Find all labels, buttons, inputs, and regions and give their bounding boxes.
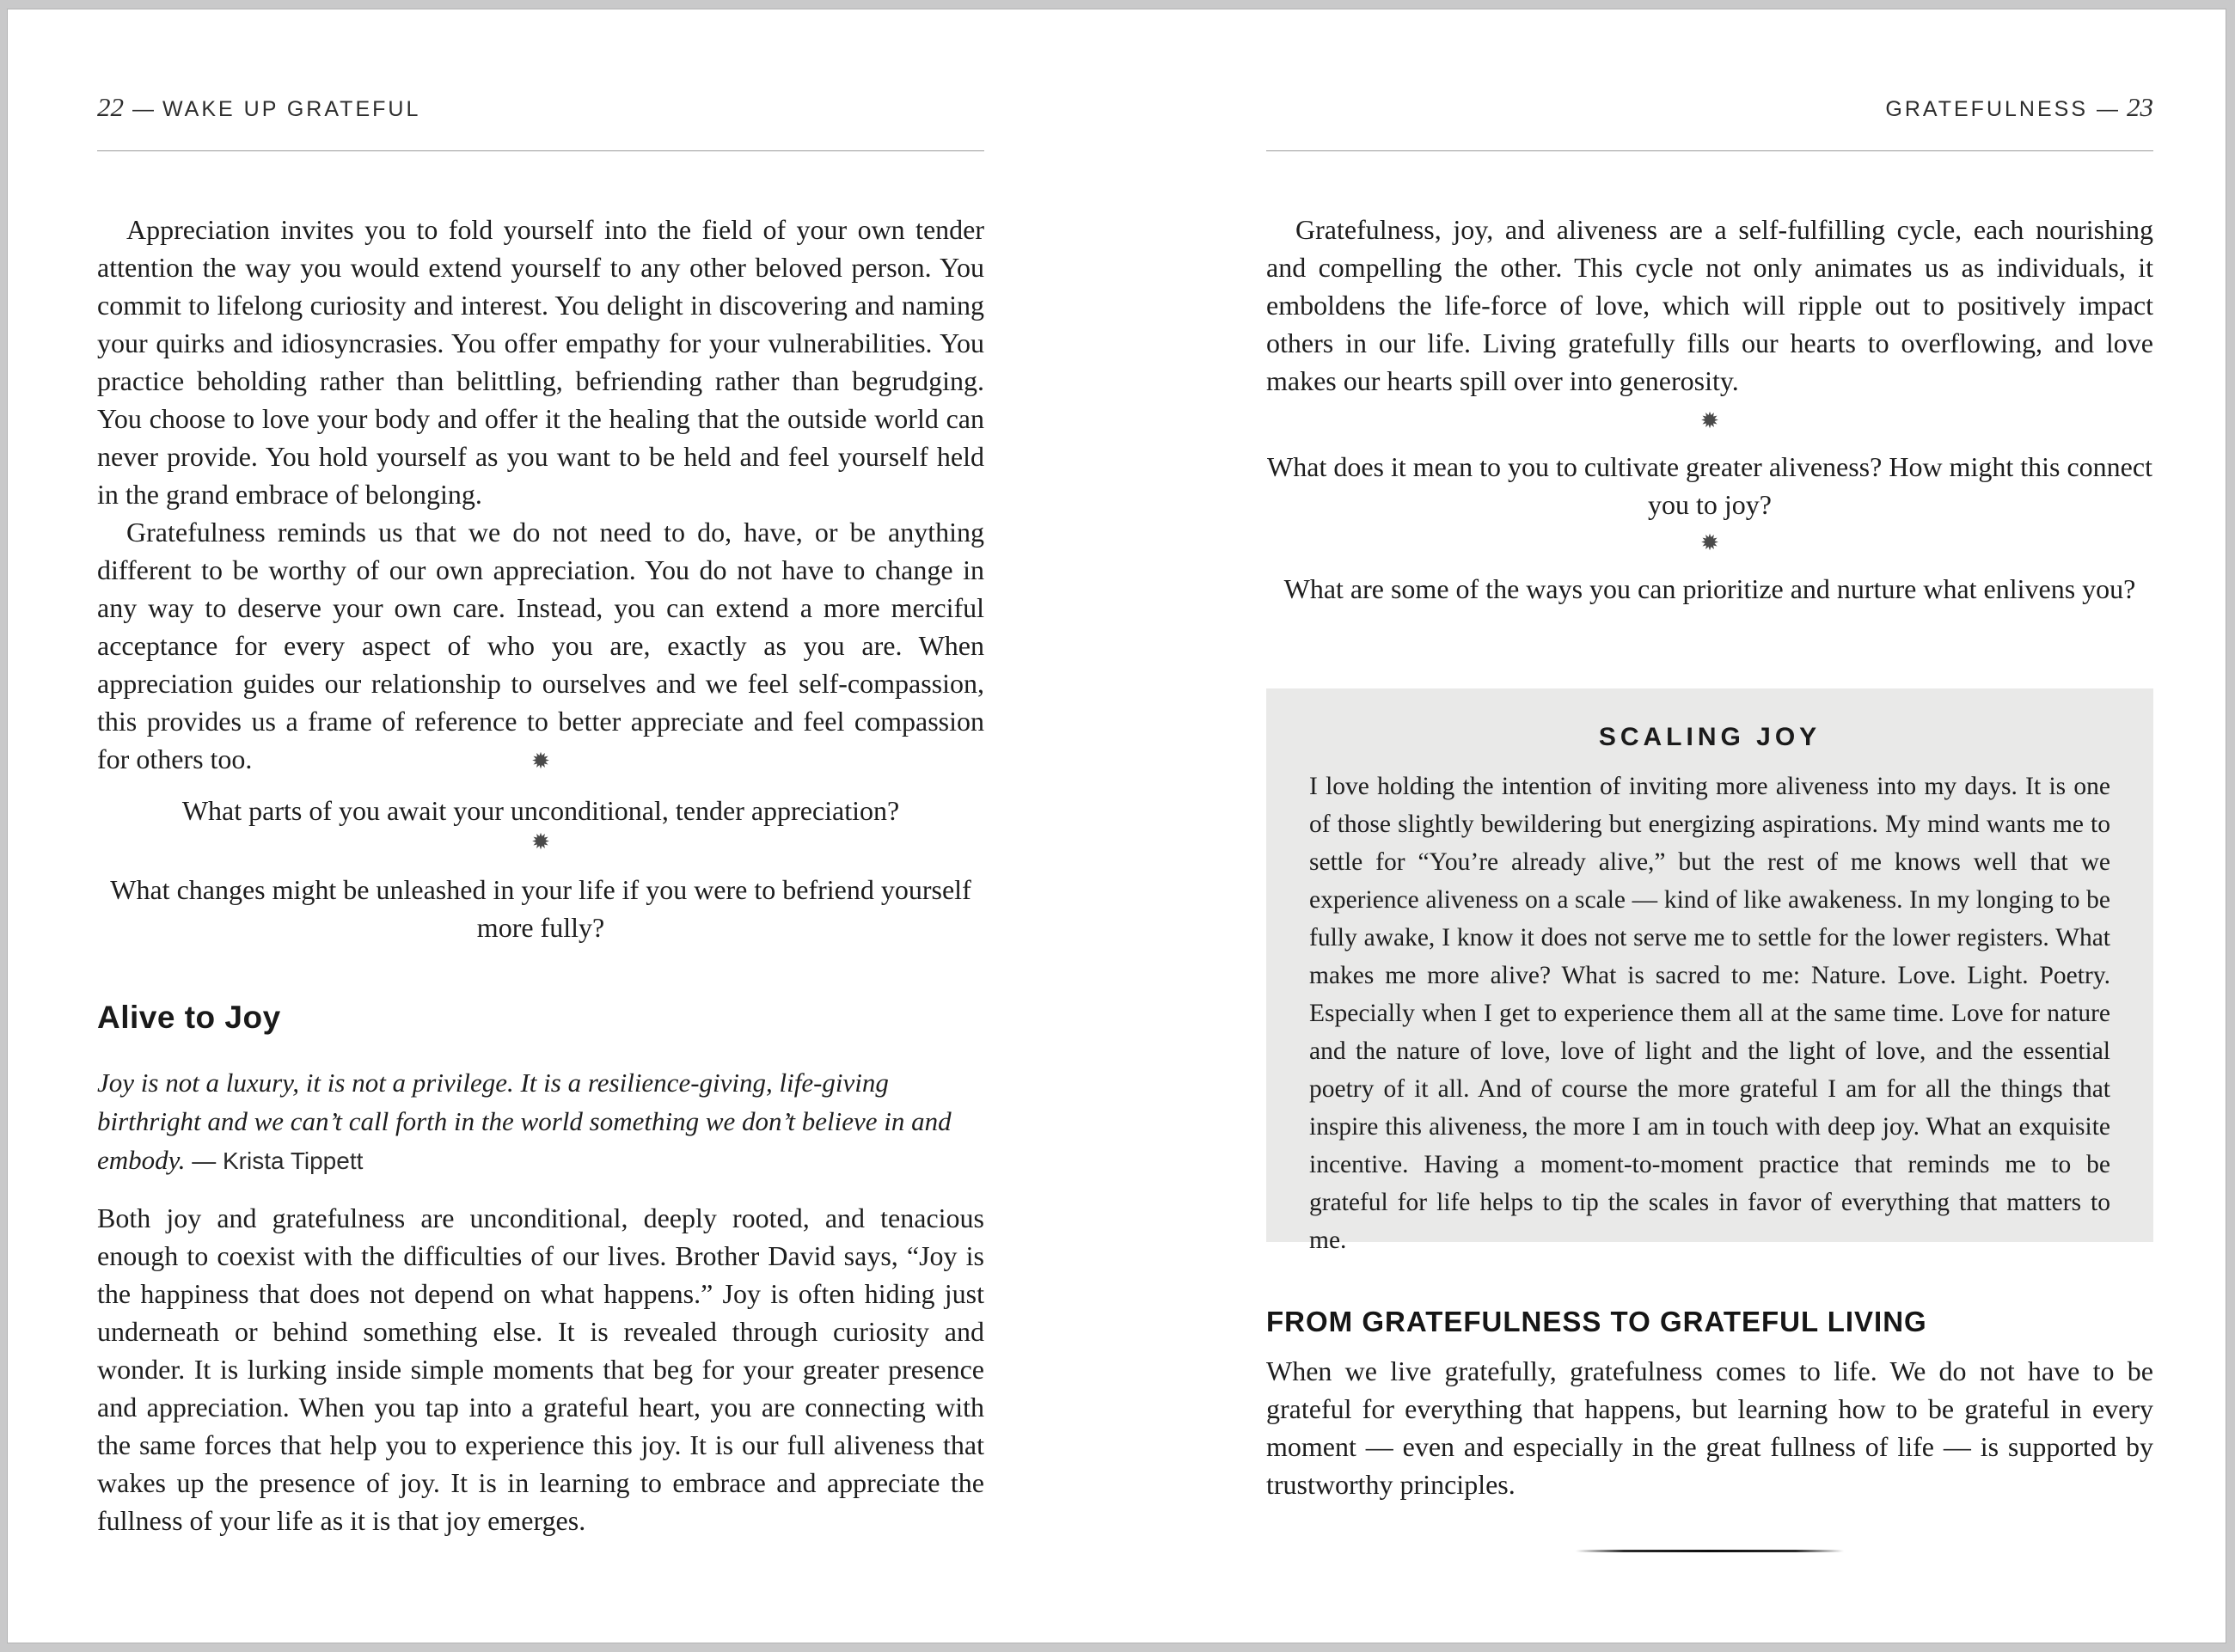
section-divider-line	[1576, 1550, 1844, 1552]
pull-quote	[97, 1063, 984, 1180]
right-reflection-question-1: What does it mean to you to cultivate greater aliveness? How might this connect you to joy?	[1267, 451, 2152, 520]
right-running-head	[1266, 92, 2153, 123]
right-page	[1266, 9, 2153, 1643]
right-head-dash: —	[2097, 97, 2118, 121]
left-reflection-question-1: What parts of you await your unconditional, tender appreciation?	[181, 795, 900, 826]
left-head-dash: —	[132, 97, 154, 121]
right-page-number: 23	[2127, 92, 2153, 122]
right-reflection-question-2: What are some of the ways you can prioritize and nurture what enlivens you?	[1283, 573, 2136, 604]
section-heading-alive-to-joy: Alive to Joy	[97, 1000, 281, 1035]
starburst-ornament-icon: ✹	[531, 749, 550, 774]
left-header-rule	[97, 150, 984, 151]
right-paragraph-2: When we live gratefully, gratefulness comes to life. We do not have to be grateful for everything that happens, but learning how to be grateful in every moment — even and especially in the great fullness of life — is supported by trustworthy principles.	[1266, 1355, 2153, 1500]
quote-text: Joy is not a luxury, it is not a privilege. It is a resilience-giving, life-giving birthright and we can’t call forth in the world something we don’t believe in and embody.	[97, 1068, 952, 1175]
right-header-rule	[1266, 150, 2153, 151]
right-head-title: GRATEFULNESS	[1885, 97, 2088, 121]
left-page-number: 22	[97, 92, 124, 122]
starburst-ornament-icon: ✹	[1700, 408, 1719, 434]
quote-attribution: — Krista Tippett	[192, 1147, 364, 1174]
left-paragraph-1: Appreciation invites you to fold yourself into the field of your own tender attention the way you would extend yourself to any other beloved person. You commit to lifelong curiosity and interest. You delight in discovering and naming your quirks and idiosyncrasies. You offer empathy for your vulnerabilities. You practice beholding rather than belittling, befriending rather than begrudging. You choose to love your body and offer it the healing that the outside world can never provide. You hold yourself as you want to be held and feel yourself held in the grand embrace of belonging.	[97, 214, 984, 510]
scaling-joy-callout-box	[1266, 688, 2153, 1254]
callout-body: I love holding the intention of inviting more aliveness into my days. It is one of those slightly bewildering but energizing aspirations. My mind wants me to settle for “You’re already alive,” but the rest of me knows well that we experience aliveness on a scale — kind of like awakeness. In my longing to be fully awake, I know it does not serve me to settle for the lower registers. What makes me more alive? What is sacred to me: Nature. Love. Light. Poetry. Especially when I get to experience them all at the same time. Love for nature and the nature of love, love of light and the light of love, and the essential poetry of it all. And of course the more grateful I am for all the things that inspire this aliveness, the more I am in touch with deep joy. What an exquisite incentive. Having a moment-to-moment practice that reminds me to be grateful for life helps to tip the scales in favor of everything that matters to me.	[1309, 773, 2110, 1254]
left-head-title: WAKE UP GRATEFUL	[162, 97, 421, 121]
left-page	[97, 9, 984, 1643]
right-paragraph-1: Gratefulness, joy, and aliveness are a self-fulfilling cycle, each nourishing and compelling the other. This cycle not only animates us as individuals, it emboldens the life-force of love, which will ripple out to positively impact others in our life. Living gratefully fills our hearts to overflowing, and love makes our hearts spill over into generosity.	[1266, 214, 2153, 396]
left-paragraph-3: Both joy and gratefulness are unconditional, deeply rooted, and tenacious enough to coexist with the difficulties of our lives. Brother David says, “Joy is the happiness that does not depend on what happens.” Joy is often hiding just underneath or behind something else. It is revealed through curiosity and wonder. It is lurking inside simple moments that beg for your greater presence and appreciation. When you tap into a grateful heart, you are connecting with the same forces that help you to experience this joy. It is our full aliveness that wakes up the presence of joy. It is in learning to embrace and appreciate the fullness of your life as it is that joy emerges.	[97, 1202, 984, 1536]
left-running-head	[97, 92, 984, 123]
book-spread-sheet	[7, 9, 2226, 1643]
left-reflection-question-2: What changes might be unleashed in your life if you were to befriend yourself more fully?	[110, 874, 971, 943]
callout-title: SCALING JOY	[1598, 723, 1822, 751]
left-paragraph-2: Gratefulness reminds us that we do not need to do, have, or be anything different to be worthy of our own appreciation. You do not have to change in any way to deserve your own care. Instead, you can extend a more merciful acceptance for every aspect of who you are, exactly as you are. When appreciation guides our relationship to ourselves and we feel self-compassion, this provides us a frame of reference to better appreciate and feel compassion for others too.	[97, 517, 984, 774]
section-heading-from-gratefulness: FROM GRATEFULNESS TO GRATEFUL LIVING	[1266, 1306, 1927, 1337]
starburst-ornament-icon: ✹	[1700, 530, 1719, 556]
starburst-ornament-icon: ✹	[531, 829, 550, 855]
